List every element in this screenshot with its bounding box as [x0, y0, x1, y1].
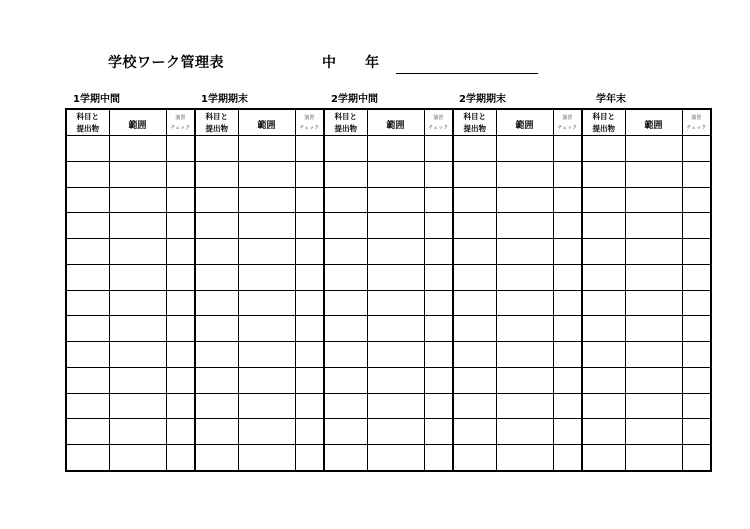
subject-cell[interactable] [453, 367, 496, 393]
range-label: 範囲 [128, 121, 147, 131]
check-cell[interactable] [295, 419, 324, 445]
subject-cell[interactable] [66, 161, 109, 187]
subject-label-line2: 提出物 [463, 123, 486, 133]
check-cell[interactable] [295, 290, 324, 316]
page-title: 学校ワーク管理表 [108, 55, 224, 71]
range-cell[interactable] [238, 342, 295, 368]
check-label-line1: 演習 [691, 114, 702, 121]
check-cell[interactable] [166, 342, 195, 368]
check-cell[interactable] [682, 239, 711, 265]
subject-cell[interactable] [195, 290, 238, 316]
range-cell[interactable] [109, 316, 166, 342]
subject-cell[interactable] [195, 367, 238, 393]
range-cell[interactable] [625, 239, 682, 265]
table-header-row [66, 109, 711, 136]
subject-cell[interactable] [195, 161, 238, 187]
range-cell[interactable] [625, 316, 682, 342]
check-cell[interactable] [424, 393, 453, 419]
range-cell[interactable] [238, 239, 295, 265]
range-cell[interactable] [496, 290, 553, 316]
subject-label-line1: 科目と [205, 111, 228, 121]
range-cell[interactable] [367, 161, 424, 187]
subject-cell[interactable] [582, 419, 625, 445]
check-cell[interactable] [553, 161, 582, 187]
range-cell[interactable] [367, 290, 424, 316]
range-cell[interactable] [625, 445, 682, 471]
header-subject-cell [582, 109, 625, 136]
range-cell[interactable] [625, 264, 682, 290]
subject-cell[interactable] [66, 342, 109, 368]
range-cell[interactable] [625, 290, 682, 316]
range-cell[interactable] [109, 187, 166, 213]
check-cell[interactable] [166, 136, 195, 162]
check-cell[interactable] [424, 161, 453, 187]
range-cell[interactable] [367, 264, 424, 290]
range-cell[interactable] [496, 264, 553, 290]
range-cell[interactable] [109, 264, 166, 290]
subject-cell[interactable] [324, 136, 367, 162]
table-row [66, 161, 711, 187]
subject-cell[interactable] [324, 290, 367, 316]
subject-cell[interactable] [324, 419, 367, 445]
range-cell[interactable] [496, 445, 553, 471]
range-cell[interactable] [238, 136, 295, 162]
subject-cell[interactable] [195, 264, 238, 290]
range-cell[interactable] [496, 136, 553, 162]
check-cell[interactable] [424, 316, 453, 342]
table-row [66, 187, 711, 213]
check-label-line2: チェック [170, 124, 191, 131]
range-cell[interactable] [367, 136, 424, 162]
header-range-cell [367, 109, 424, 136]
subject-cell[interactable] [582, 393, 625, 419]
check-cell[interactable] [166, 161, 195, 187]
subject-cell[interactable] [453, 419, 496, 445]
table-row [66, 445, 711, 471]
subject-cell[interactable] [195, 445, 238, 471]
subject-label-line1: 科目と [76, 111, 99, 121]
range-cell[interactable] [109, 342, 166, 368]
table-row [66, 393, 711, 419]
check-cell[interactable] [553, 290, 582, 316]
range-cell[interactable] [367, 419, 424, 445]
check-cell[interactable] [295, 161, 324, 187]
range-cell[interactable] [496, 419, 553, 445]
header-range-cell [238, 109, 295, 136]
subject-cell[interactable] [582, 264, 625, 290]
subject-cell[interactable] [66, 393, 109, 419]
check-label-line2: チェック [686, 124, 707, 131]
subject-cell[interactable] [582, 342, 625, 368]
check-cell[interactable] [553, 419, 582, 445]
check-cell[interactable] [166, 316, 195, 342]
range-cell[interactable] [496, 161, 553, 187]
check-cell[interactable] [166, 187, 195, 213]
subject-cell[interactable] [66, 367, 109, 393]
subject-label-line2: 提出物 [205, 123, 228, 133]
range-cell[interactable] [625, 213, 682, 239]
check-cell[interactable] [682, 213, 711, 239]
term-label-1: 1学期中間 [73, 94, 120, 105]
subject-label-line1: 科目と [463, 111, 486, 121]
table-row [66, 290, 711, 316]
range-cell[interactable] [496, 316, 553, 342]
check-cell[interactable] [553, 187, 582, 213]
subject-label-line2: 提出物 [334, 123, 357, 133]
range-cell[interactable] [625, 367, 682, 393]
subject-cell[interactable] [66, 264, 109, 290]
range-label: 範囲 [386, 121, 405, 131]
subject-cell[interactable] [582, 290, 625, 316]
check-cell[interactable] [682, 161, 711, 187]
table-row [66, 264, 711, 290]
check-cell[interactable] [682, 419, 711, 445]
term-label-5: 学年末 [596, 94, 626, 105]
check-cell[interactable] [424, 445, 453, 471]
subject-cell[interactable] [195, 136, 238, 162]
subject-cell[interactable] [66, 136, 109, 162]
check-cell[interactable] [295, 367, 324, 393]
range-cell[interactable] [367, 187, 424, 213]
range-cell[interactable] [625, 342, 682, 368]
range-cell[interactable] [238, 187, 295, 213]
subject-cell[interactable] [324, 161, 367, 187]
check-cell[interactable] [424, 290, 453, 316]
check-label-line1: 演習 [562, 114, 573, 121]
subject-cell[interactable] [66, 445, 109, 471]
subject-cell[interactable] [195, 187, 238, 213]
check-cell[interactable] [295, 239, 324, 265]
subject-cell[interactable] [195, 239, 238, 265]
header-check-cell [682, 109, 711, 136]
check-cell[interactable] [553, 264, 582, 290]
header-check-cell [424, 109, 453, 136]
check-cell[interactable] [553, 342, 582, 368]
subject-cell[interactable] [453, 239, 496, 265]
check-cell[interactable] [424, 419, 453, 445]
subject-cell[interactable] [582, 161, 625, 187]
range-cell[interactable] [625, 136, 682, 162]
range-cell[interactable] [367, 239, 424, 265]
subject-cell[interactable] [324, 213, 367, 239]
check-label-line1: 演習 [433, 114, 444, 121]
check-label-line1: 演習 [175, 114, 186, 121]
subject-cell[interactable] [324, 239, 367, 265]
range-label: 範囲 [515, 121, 534, 131]
subject-cell[interactable] [324, 316, 367, 342]
check-cell[interactable] [166, 239, 195, 265]
range-cell[interactable] [367, 213, 424, 239]
subject-cell[interactable] [453, 290, 496, 316]
check-cell[interactable] [424, 367, 453, 393]
range-cell[interactable] [496, 367, 553, 393]
subject-cell[interactable] [582, 136, 625, 162]
check-cell[interactable] [682, 136, 711, 162]
subject-cell[interactable] [324, 445, 367, 471]
check-cell[interactable] [424, 342, 453, 368]
name-entry-line[interactable] [396, 73, 538, 74]
check-cell[interactable] [424, 239, 453, 265]
check-cell[interactable] [682, 393, 711, 419]
term-label-3: 2学期中間 [331, 94, 378, 105]
header-check-cell [553, 109, 582, 136]
check-cell[interactable] [166, 264, 195, 290]
check-cell[interactable] [166, 367, 195, 393]
range-cell[interactable] [238, 445, 295, 471]
check-cell[interactable] [424, 264, 453, 290]
table-row [66, 419, 711, 445]
work-management-table [65, 108, 712, 472]
term-label-4: 2学期期末 [459, 94, 506, 105]
check-cell[interactable] [295, 316, 324, 342]
check-cell[interactable] [553, 393, 582, 419]
subject-cell[interactable] [195, 316, 238, 342]
header-subject-cell [66, 109, 109, 136]
subject-cell[interactable] [66, 239, 109, 265]
range-cell[interactable] [109, 290, 166, 316]
range-cell[interactable] [238, 161, 295, 187]
check-cell[interactable] [295, 213, 324, 239]
check-cell[interactable] [682, 316, 711, 342]
subject-cell[interactable] [195, 419, 238, 445]
table-row [66, 316, 711, 342]
table-row [66, 213, 711, 239]
grade-prefix: 中 [322, 55, 336, 71]
subject-cell[interactable] [66, 187, 109, 213]
check-cell[interactable] [682, 290, 711, 316]
subject-cell[interactable] [582, 316, 625, 342]
subject-cell[interactable] [66, 213, 109, 239]
subject-cell[interactable] [66, 419, 109, 445]
range-cell[interactable] [496, 187, 553, 213]
subject-cell[interactable] [324, 264, 367, 290]
range-cell[interactable] [367, 393, 424, 419]
subject-cell[interactable] [324, 393, 367, 419]
header-subject-cell [453, 109, 496, 136]
range-label: 範囲 [644, 121, 663, 131]
header-subject-cell [324, 109, 367, 136]
range-cell[interactable] [109, 419, 166, 445]
header-check-cell [166, 109, 195, 136]
header-range-cell [625, 109, 682, 136]
check-cell[interactable] [295, 187, 324, 213]
range-cell[interactable] [109, 239, 166, 265]
subject-cell[interactable] [66, 316, 109, 342]
check-cell[interactable] [166, 393, 195, 419]
subject-cell[interactable] [453, 161, 496, 187]
range-cell[interactable] [109, 445, 166, 471]
subject-cell[interactable] [453, 342, 496, 368]
subject-label-line1: 科目と [592, 111, 615, 121]
header-subject-cell [195, 109, 238, 136]
range-cell[interactable] [625, 187, 682, 213]
subject-cell[interactable] [324, 367, 367, 393]
table-row [66, 239, 711, 265]
check-cell[interactable] [295, 342, 324, 368]
range-cell[interactable] [367, 367, 424, 393]
range-cell[interactable] [238, 213, 295, 239]
subject-cell[interactable] [195, 213, 238, 239]
range-label: 範囲 [257, 121, 276, 131]
check-cell[interactable] [682, 367, 711, 393]
subject-cell[interactable] [582, 239, 625, 265]
range-cell[interactable] [238, 290, 295, 316]
check-cell[interactable] [166, 213, 195, 239]
subject-cell[interactable] [582, 187, 625, 213]
header-range-cell [496, 109, 553, 136]
check-cell[interactable] [166, 419, 195, 445]
range-cell[interactable] [496, 393, 553, 419]
check-label-line2: チェック [299, 124, 320, 131]
check-cell[interactable] [682, 445, 711, 471]
subject-cell[interactable] [453, 264, 496, 290]
range-cell[interactable] [238, 367, 295, 393]
subject-cell[interactable] [582, 367, 625, 393]
subject-cell[interactable] [453, 187, 496, 213]
check-cell[interactable] [553, 213, 582, 239]
range-cell[interactable] [238, 393, 295, 419]
range-cell[interactable] [367, 342, 424, 368]
header-check-cell [295, 109, 324, 136]
subject-label-line2: 提出物 [592, 123, 615, 133]
check-cell[interactable] [553, 316, 582, 342]
check-cell[interactable] [553, 136, 582, 162]
term-label-2: 1学期期末 [201, 94, 248, 105]
subject-cell[interactable] [324, 187, 367, 213]
check-cell[interactable] [553, 239, 582, 265]
check-cell[interactable] [295, 136, 324, 162]
check-label-line1: 演習 [304, 114, 315, 121]
range-cell[interactable] [109, 213, 166, 239]
subject-cell[interactable] [66, 290, 109, 316]
check-cell[interactable] [424, 136, 453, 162]
check-label-line2: チェック [557, 124, 578, 131]
subject-cell[interactable] [453, 316, 496, 342]
check-cell[interactable] [424, 213, 453, 239]
check-cell[interactable] [166, 290, 195, 316]
subject-cell[interactable] [453, 445, 496, 471]
table-row [66, 367, 711, 393]
range-cell[interactable] [238, 264, 295, 290]
range-cell[interactable] [625, 419, 682, 445]
subject-cell[interactable] [324, 342, 367, 368]
check-cell[interactable] [424, 187, 453, 213]
range-cell[interactable] [109, 367, 166, 393]
grade-suffix: 年 [365, 55, 379, 71]
check-cell[interactable] [682, 264, 711, 290]
table-row [66, 342, 711, 368]
range-cell[interactable] [109, 161, 166, 187]
subject-label-line2: 提出物 [76, 123, 99, 133]
range-cell[interactable] [367, 445, 424, 471]
range-cell[interactable] [109, 136, 166, 162]
check-cell[interactable] [682, 187, 711, 213]
range-cell[interactable] [625, 161, 682, 187]
range-cell[interactable] [625, 393, 682, 419]
check-cell[interactable] [295, 393, 324, 419]
subject-cell[interactable] [582, 213, 625, 239]
range-cell[interactable] [109, 393, 166, 419]
range-cell[interactable] [367, 316, 424, 342]
check-cell[interactable] [682, 342, 711, 368]
check-cell[interactable] [166, 445, 195, 471]
range-cell[interactable] [496, 342, 553, 368]
range-cell[interactable] [238, 419, 295, 445]
check-cell[interactable] [295, 445, 324, 471]
subject-cell[interactable] [453, 136, 496, 162]
range-cell[interactable] [238, 316, 295, 342]
subject-cell[interactable] [195, 342, 238, 368]
check-cell[interactable] [553, 445, 582, 471]
range-cell[interactable] [496, 239, 553, 265]
table-row [66, 136, 711, 162]
range-cell[interactable] [496, 213, 553, 239]
subject-cell[interactable] [195, 393, 238, 419]
subject-cell[interactable] [453, 393, 496, 419]
check-label-line2: チェック [428, 124, 449, 131]
check-cell[interactable] [553, 367, 582, 393]
header-range-cell [109, 109, 166, 136]
subject-cell[interactable] [582, 445, 625, 471]
subject-label-line1: 科目と [334, 111, 357, 121]
subject-cell[interactable] [453, 213, 496, 239]
check-cell[interactable] [295, 264, 324, 290]
